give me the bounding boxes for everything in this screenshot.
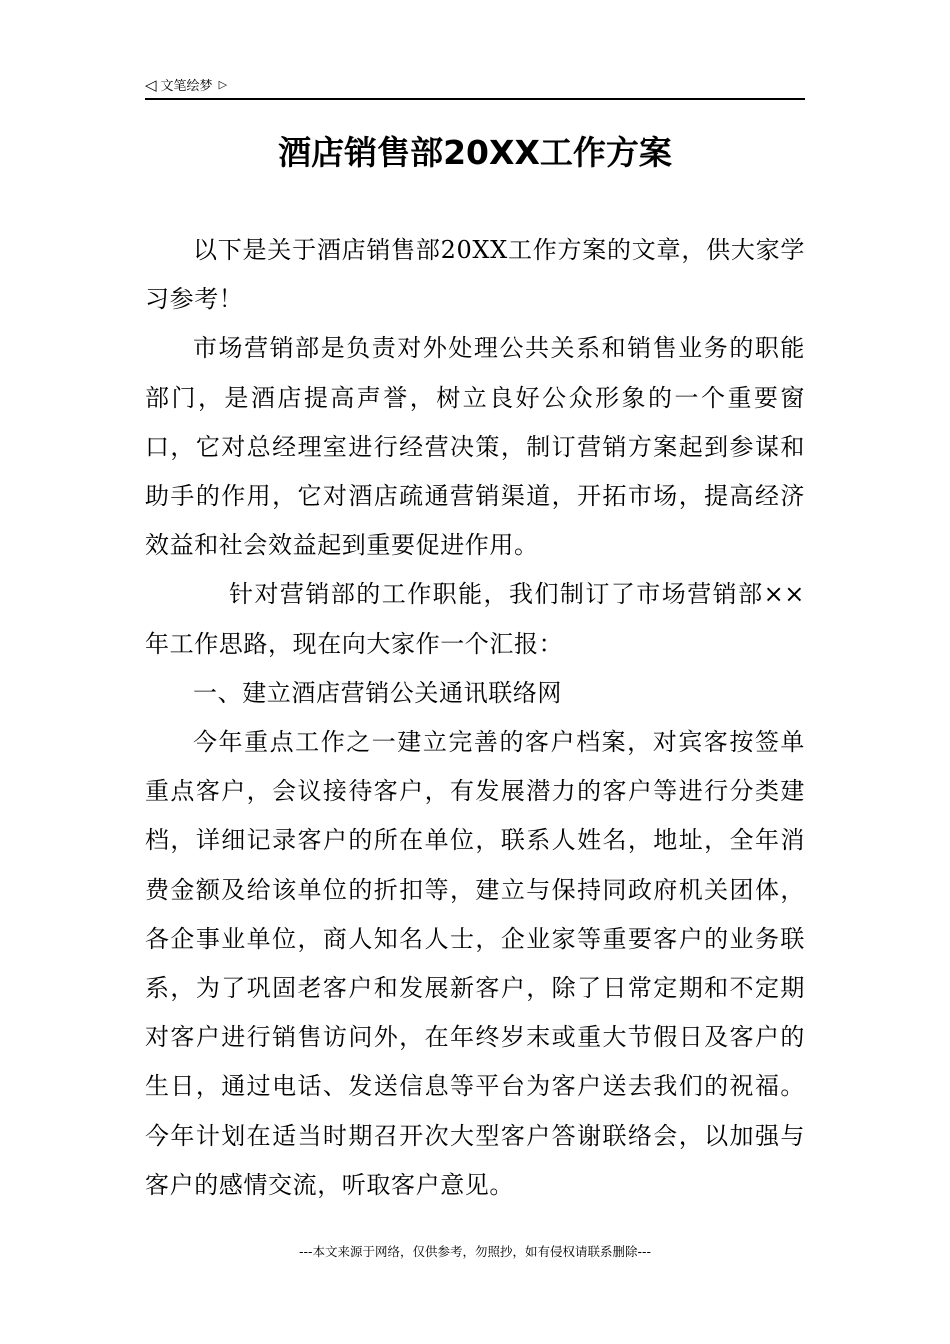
section-heading-1: 一、建立酒店营销公关通讯联络网 xyxy=(193,678,562,707)
header-brand: 文笔绘梦 xyxy=(160,79,213,94)
triangle-left-outline-icon: ◁ xyxy=(145,76,157,94)
footer-notice: ---本文来源于网络，仅供参考，勿照抄，如有侵权请联系删除--- xyxy=(298,1244,652,1259)
document-body xyxy=(145,226,805,1210)
paragraph-department-role: 市场营销部是负责对外处理公共关系和销售业务的职能部门，是酒店提高声誉，树立良好公众形象的一个重要窗口，它对总经理室进行经营决策，制订营销方案起到参谋和助手的作用，它对酒店疏通营销渠道，开拓市场，提高经济效益和社会效益起到重要促进作用。 xyxy=(145,334,805,560)
paragraph-customer-archive: 今年重点工作之一建立完善的客户档案，对宾客按签单重点客户，会议接待客户，有发展潜力的客户等进行分类建档，详细记录客户的所在单位，联系人姓名，地址，全年消费金额及给该单位的折扣等，建立与保持同政府机关团体，各企事业单位，商人知名人士，企业家等重要客户的业务联系，为了巩固老客户和发展新客户，除了日常定期和不定期对客户进行销售访问外，在年终岁末或重大节假日及客户的生日，通过电话、发送信息等平台为客户送去我们的祝福。今年计划在适当时期召开次大型客户答谢联络会，以加强与客户的感情交流，听取客户意见。 xyxy=(145,728,805,1199)
paragraph-work-plan-intro: 针对营销部的工作职能，我们制订了市场营销部××年工作思路，现在向大家作一个汇报： xyxy=(145,580,805,658)
document-title: 酒店销售部20XX工作方案 xyxy=(278,133,672,172)
paragraph-intro: 以下是关于酒店销售部20XX工作方案的文章，供大家学习参考！ xyxy=(145,236,805,314)
page-header xyxy=(145,74,805,100)
triangle-right-outline-icon: ▷ xyxy=(218,78,228,91)
